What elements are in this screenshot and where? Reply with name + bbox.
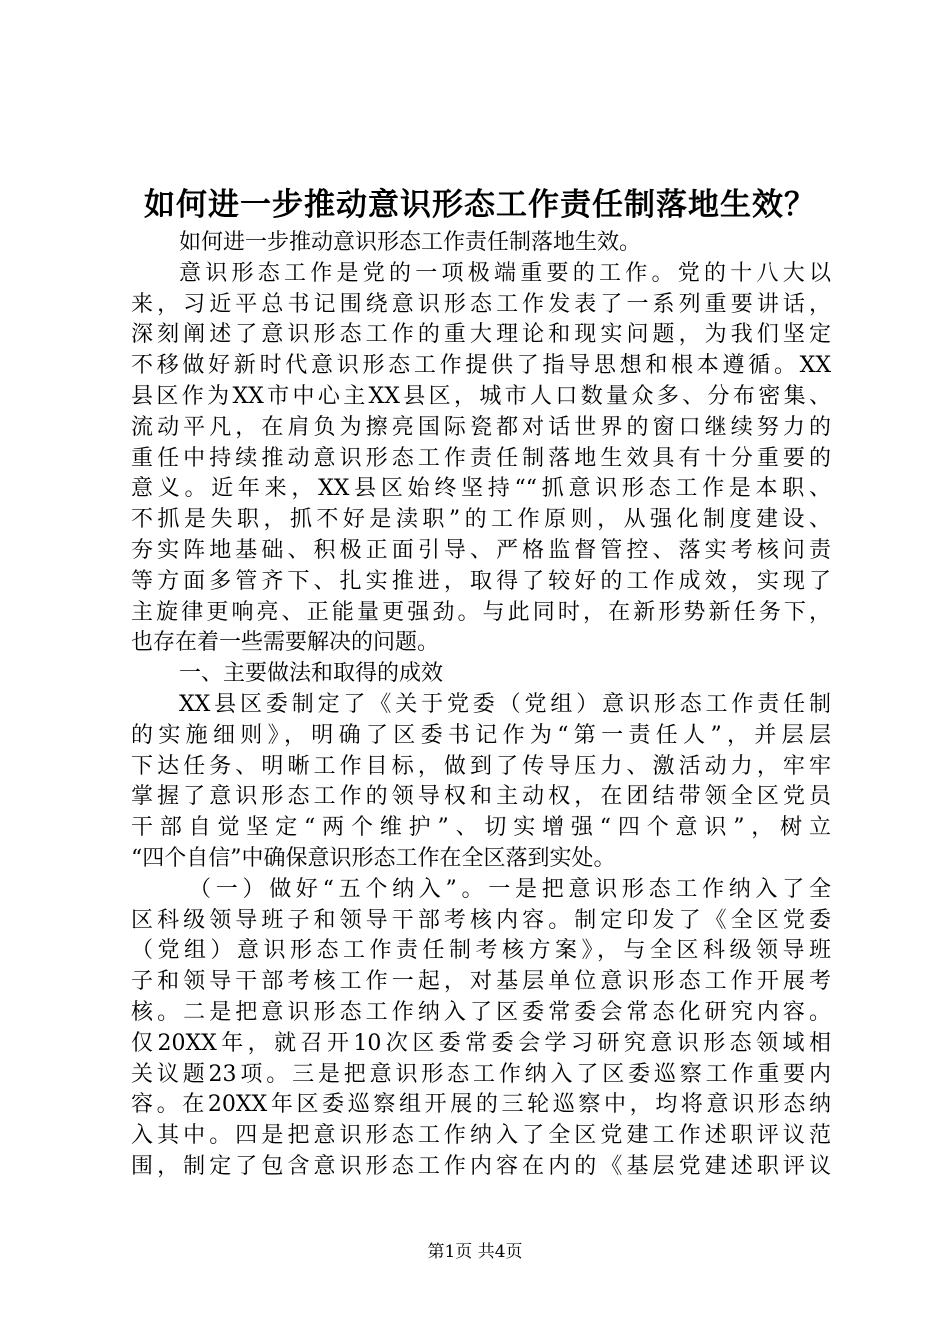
paragraph-line: “四个自信”中确保意识形态工作在全区落到实处。	[131, 845, 616, 871]
paragraph-line: 关议题23项。三是把意识形态工作纳入了区委巡察工作重要内	[131, 1061, 831, 1087]
paragraph-line: 围，制定了包含意识形态工作内容在内的《基层党建述职评议	[131, 1153, 831, 1179]
paragraph-line: （党组）意识形态工作责任制考核方案》，与全区科级领导班	[131, 938, 831, 964]
paragraph-line: 入其中。四是把意识形态工作纳入了全区党建工作述职评议范	[131, 1123, 831, 1149]
paragraph-line: 子和领导干部考核工作一起，对基层单位意识形态工作开展考	[131, 969, 831, 995]
paragraph-line: 不移做好新时代意识形态工作提供了指导思想和根本遵循。XX	[131, 353, 831, 379]
paragraph-line: 核。二是把意识形态工作纳入了区委常委会常态化研究内容。	[131, 999, 831, 1025]
paragraph-line: 县区作为XX市中心主XX县区，城市人口数量众多、分布密集、	[131, 383, 831, 409]
paragraph-line: 等方面多管齐下、扎实推进，取得了较好的工作成效，实现了	[131, 568, 831, 594]
paragraph-line: 也存在着一些需要解决的问题。	[131, 630, 440, 656]
paragraph-line: 掌握了意识形态工作的领导权和主动权，在团结带领全区党员	[131, 784, 831, 810]
paragraph-line: 夯实阵地基础、积极正面引导、严格监督管控、落实考核问责	[131, 537, 831, 563]
paragraph-line: 意识形态工作是党的一项极端重要的工作。党的十八大以	[179, 260, 831, 286]
page-number-footer: 第1页 共4页	[427, 1242, 523, 1262]
paragraph-line: 不抓是失职，抓不好是渎职”的工作原则，从强化制度建设、	[131, 507, 831, 533]
paragraph-line: 区科级领导班子和领导干部考核内容。制定印发了《全区党委	[131, 907, 831, 933]
document-body	[131, 228, 831, 1183]
paragraph-line: 干部自觉坚定“两个维护”、切实增强“四个意识”，树立	[131, 815, 831, 841]
paragraph-line: 重任中持续推动意识形态工作责任制落地生效具有十分重要的	[131, 445, 831, 471]
paragraph-line: XX县区委制定了《关于党委（党组）意识形态工作责任制	[179, 691, 831, 717]
paragraph-line: 深刻阐述了意识形态工作的重大理论和现实问题，为我们坚定	[131, 322, 831, 348]
paragraph-line: 意义。近年来，XX县区始终坚持““抓意识形态工作是本职、	[131, 476, 831, 502]
section-heading: 一、主要做法和取得的成效	[179, 661, 444, 687]
document-title: 如何进一步推动意识形态工作责任制落地生效？	[144, 187, 816, 223]
paragraph-line: 下达任务、明晰工作目标，做到了传导压力、激活动力，牢牢	[131, 753, 831, 779]
paragraph-line: （一）做好“五个纳入”。一是把意识形态工作纳入了全	[189, 876, 831, 902]
paragraph-line: 来，习近平总书记围绕意识形态工作发表了一系列重要讲话，	[131, 291, 831, 317]
paragraph-line: 容。在20XX年区委巡察组开展的三轮巡察中，均将意识形态纳	[131, 1092, 831, 1118]
paragraph-line: 如何进一步推动意识形态工作责任制落地生效。	[179, 230, 642, 255]
paragraph-line: 仅20XX年，就召开10次区委常委会学习研究意识形态领域相	[131, 1030, 831, 1056]
paragraph-line: 的实施细则》，明确了区委书记作为“第一责任人”，并层层	[131, 722, 831, 748]
paragraph-line: 主旋律更响亮、正能量更强劲。与此同时，在新形势新任务下，	[131, 599, 831, 625]
paragraph-line: 流动平凡，在肩负为擦亮国际瓷都对话世界的窗口继续努力的	[131, 414, 831, 440]
